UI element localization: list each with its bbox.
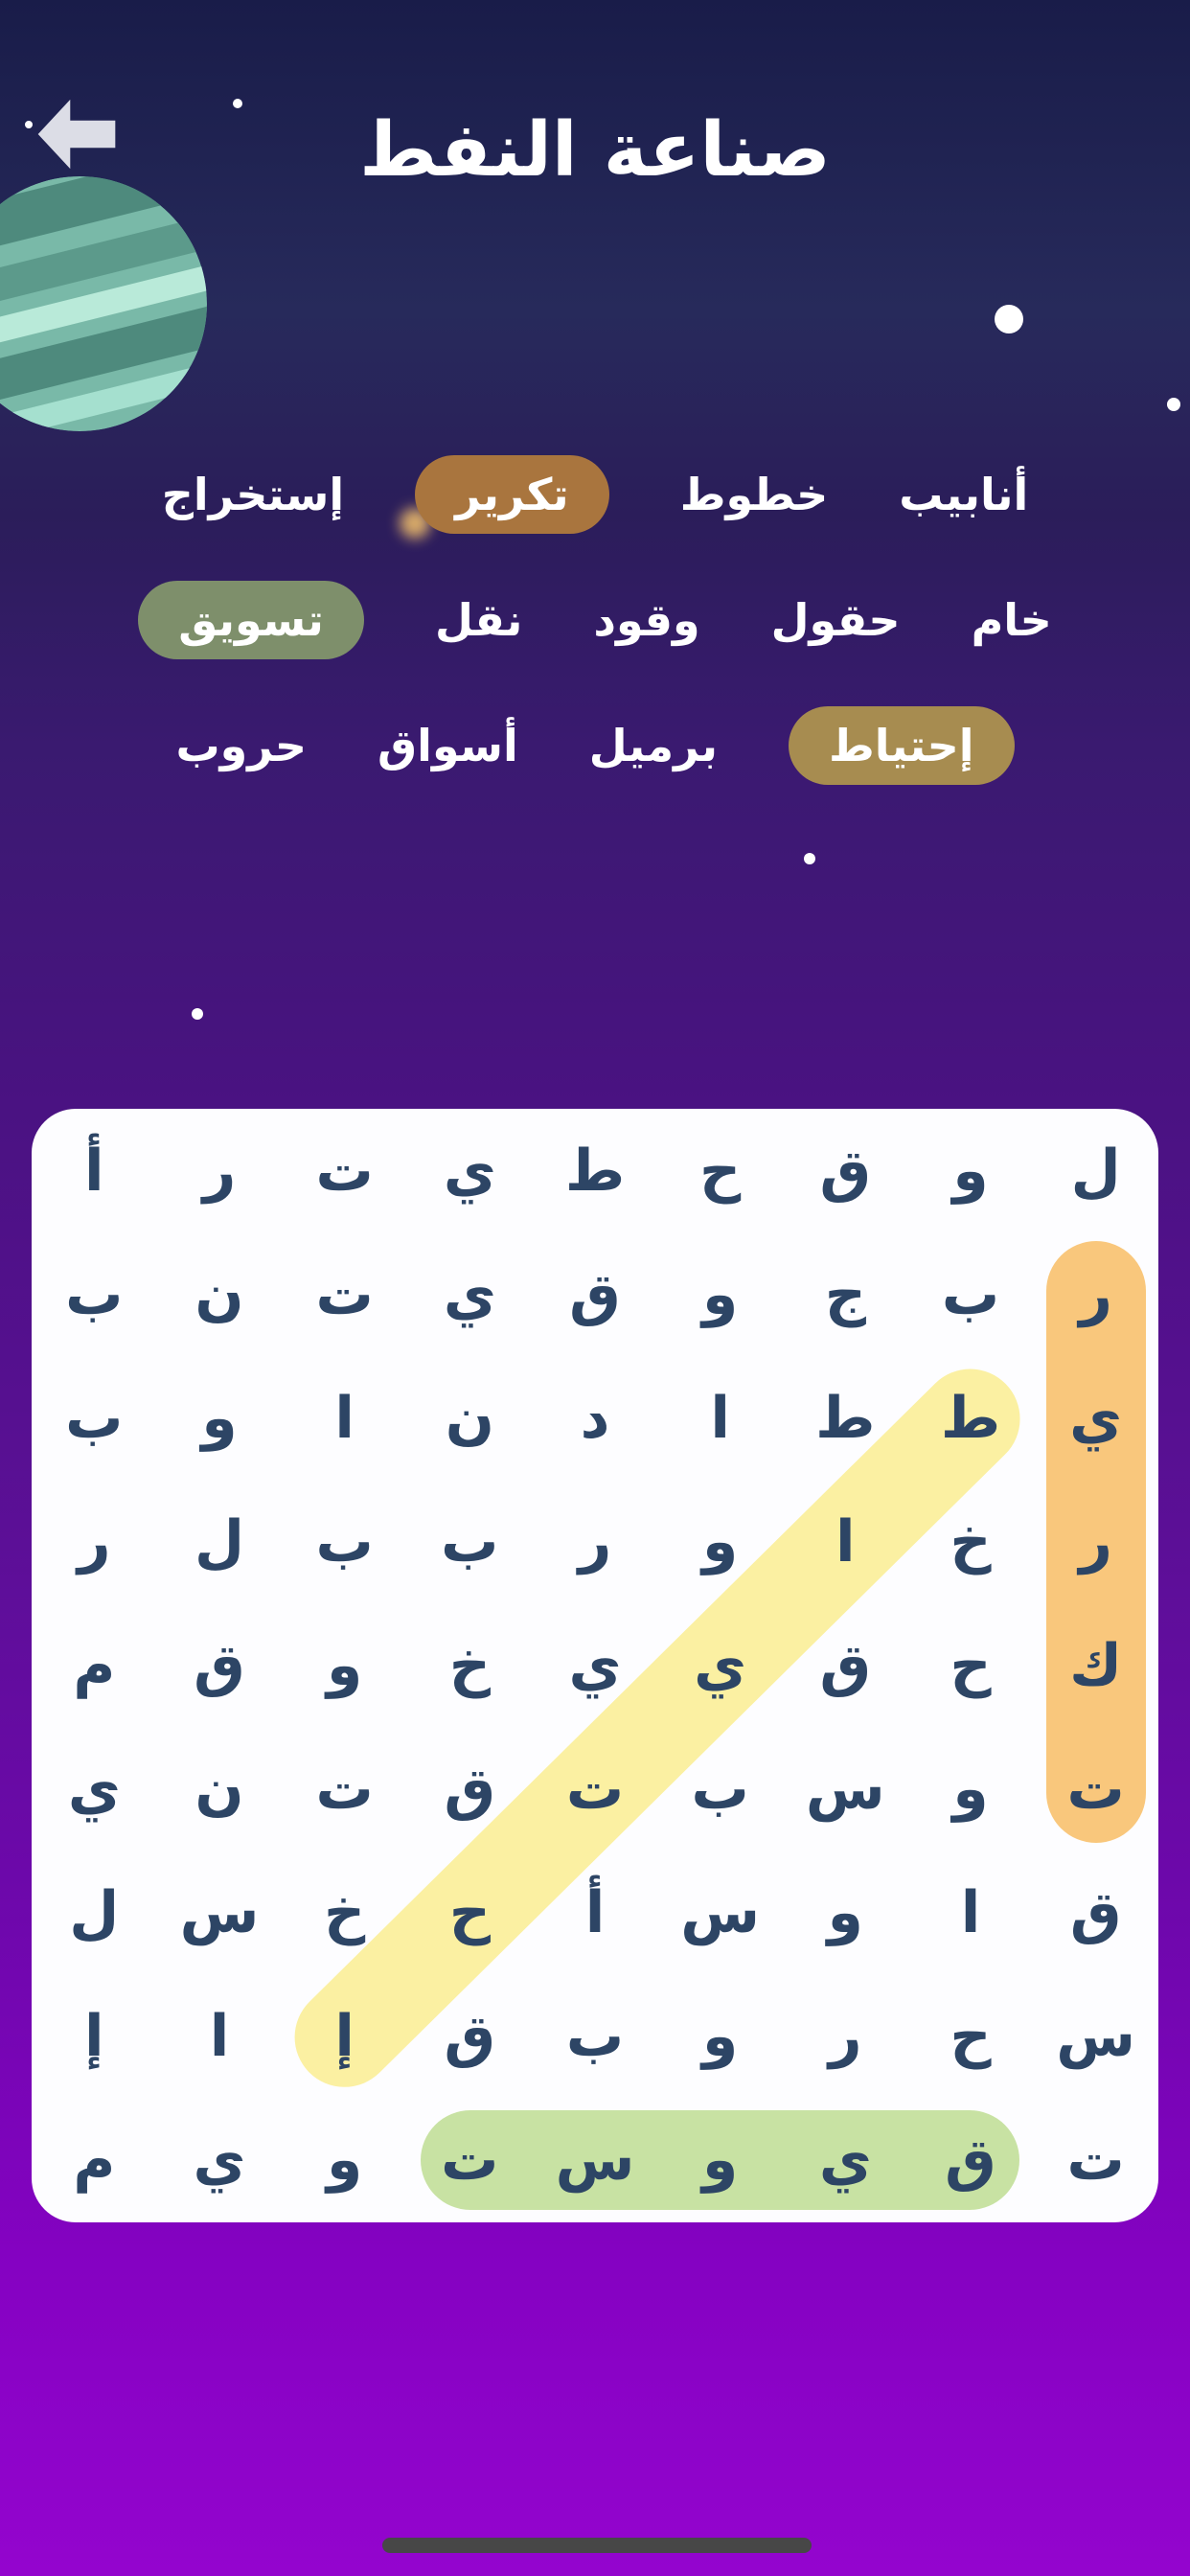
- word-list: [0, 431, 1190, 808]
- word-pending: حقول: [770, 593, 901, 646]
- grid-cell-r5c9[interactable]: ك: [1069, 1631, 1123, 1699]
- home-indicator[interactable]: [382, 2538, 812, 2553]
- grid-cell-r9c8[interactable]: ق: [945, 2127, 996, 2195]
- grid-cell-r9c1[interactable]: م: [73, 2127, 116, 2195]
- grid-cell-r8c4[interactable]: ق: [444, 2003, 496, 2071]
- grid-cell-r8c7[interactable]: ر: [829, 2003, 862, 2071]
- grid-cell-r5c6[interactable]: ي: [694, 1631, 747, 1699]
- star-dot: [192, 1008, 203, 1020]
- grid-cell-r1c2[interactable]: ر: [202, 1137, 237, 1205]
- grid-cell-r6c8[interactable]: و: [952, 1756, 989, 1824]
- grid-cell-r8c6[interactable]: و: [702, 2003, 739, 2071]
- grid-cell-r4c1[interactable]: ر: [78, 1507, 111, 1576]
- grid-cell-r9c4[interactable]: ت: [441, 2127, 499, 2195]
- grid-cell-r3c9[interactable]: ي: [1069, 1384, 1123, 1452]
- grid-cell-r4c7[interactable]: ا: [835, 1507, 856, 1576]
- grid-cell-r3c3[interactable]: ا: [334, 1384, 355, 1452]
- star-dot: [995, 305, 1023, 334]
- grid-cell-r2c1[interactable]: ب: [65, 1260, 124, 1328]
- grid-cell-r1c3[interactable]: ت: [315, 1137, 374, 1205]
- grid-cell-r9c9[interactable]: ت: [1066, 2127, 1125, 2195]
- letter-grid: [32, 1109, 1158, 2222]
- grid-cell-r9c2[interactable]: ي: [193, 2127, 246, 2195]
- grid-cell-r4c2[interactable]: ل: [194, 1507, 245, 1576]
- grid-cell-r3c1[interactable]: ب: [65, 1384, 124, 1452]
- grid-cell-r7c9[interactable]: ق: [1069, 1879, 1122, 1947]
- grid-cell-r4c8[interactable]: خ: [950, 1507, 992, 1576]
- grid-cell-r3c4[interactable]: ن: [445, 1384, 494, 1452]
- grid-cell-r4c5[interactable]: ر: [578, 1507, 612, 1576]
- grid-cell-r2c6[interactable]: و: [702, 1260, 739, 1328]
- grid-cell-r7c6[interactable]: س: [680, 1879, 761, 1947]
- word-found: تكرير: [415, 455, 609, 534]
- word-pending: وقود: [593, 593, 700, 646]
- grid-cell-r7c4[interactable]: ح: [448, 1879, 491, 1947]
- grid-cell-r8c9[interactable]: س: [1056, 2003, 1136, 2071]
- word-row: [0, 557, 1190, 682]
- grid-cell-r4c4[interactable]: ب: [441, 1507, 499, 1576]
- grid-cell-r3c7[interactable]: ط: [815, 1384, 876, 1452]
- planet-graphic: [0, 174, 209, 433]
- grid-cell-r6c4[interactable]: ق: [444, 1756, 496, 1824]
- grid-cell-r5c4[interactable]: خ: [448, 1631, 491, 1699]
- grid-cell-r6c3[interactable]: ت: [315, 1756, 374, 1824]
- grid-cell-r9c6[interactable]: و: [702, 2127, 739, 2195]
- grid-cell-r1c4[interactable]: ي: [443, 1137, 496, 1205]
- grid-cell-r8c3[interactable]: إ: [334, 2003, 355, 2071]
- grid-cell-r4c9[interactable]: ر: [1079, 1507, 1112, 1576]
- grid-cell-r5c7[interactable]: ق: [819, 1631, 872, 1699]
- grid-cell-r5c3[interactable]: و: [327, 1631, 363, 1699]
- word-row: [0, 431, 1190, 557]
- word-pending: خطوط: [679, 468, 829, 520]
- word-pending: أنابيب: [899, 468, 1029, 520]
- grid-cell-r7c8[interactable]: ا: [960, 1879, 981, 1947]
- grid-cell-r9c7[interactable]: ي: [818, 2127, 872, 2195]
- star-dot: [1167, 398, 1180, 411]
- grid-cell-r1c5[interactable]: ط: [564, 1137, 626, 1205]
- grid-cell-r2c9[interactable]: ر: [1079, 1260, 1112, 1328]
- grid-cell-r3c5[interactable]: د: [580, 1384, 610, 1452]
- grid-cell-r8c5[interactable]: ب: [565, 2003, 625, 2071]
- grid-cell-r9c5[interactable]: س: [555, 2127, 635, 2195]
- grid-cell-r1c1[interactable]: أ: [84, 1137, 104, 1205]
- word-pending: برميل: [588, 719, 719, 771]
- grid-cell-r2c7[interactable]: ج: [824, 1260, 866, 1328]
- grid-cell-r1c6[interactable]: ح: [699, 1137, 742, 1205]
- star-dot: [804, 853, 815, 864]
- grid-cell-r8c1[interactable]: إ: [84, 2003, 104, 2071]
- page-title: صناعة النفط: [359, 107, 831, 194]
- grid-cell-r3c6[interactable]: ا: [710, 1384, 730, 1452]
- grid-cell-r2c5[interactable]: ق: [569, 1260, 621, 1328]
- word-found: تسويق: [138, 581, 364, 659]
- grid-cell-r8c8[interactable]: ح: [950, 2003, 992, 2071]
- word-row: [0, 682, 1190, 808]
- word-pending: نقل: [434, 593, 523, 646]
- word-found: إحتياط: [789, 706, 1015, 785]
- grid-cell-r8c2[interactable]: ا: [209, 2003, 230, 2071]
- grid-cell-r5c2[interactable]: ق: [194, 1631, 245, 1699]
- grid-cell-r6c9[interactable]: ت: [1066, 1756, 1125, 1824]
- word-pending: إستخراج: [161, 468, 345, 520]
- grid-cell-r7c7[interactable]: و: [827, 1879, 863, 1947]
- grid-cell-r9c3[interactable]: و: [327, 2127, 363, 2195]
- grid-cell-r6c2[interactable]: ن: [195, 1756, 244, 1824]
- grid-cell-r1c7[interactable]: ق: [819, 1137, 872, 1205]
- grid-cell-r6c7[interactable]: س: [805, 1756, 885, 1824]
- word-pending: حروب: [175, 719, 308, 771]
- grid-cell-r3c8[interactable]: ط: [940, 1384, 1001, 1452]
- word-pending: خام: [971, 593, 1052, 646]
- grid-cell-r5c8[interactable]: ح: [950, 1631, 992, 1699]
- grid-cell-r5c5[interactable]: ي: [568, 1631, 622, 1699]
- grid-cell-r5c1[interactable]: م: [73, 1631, 116, 1699]
- grid-cell-r6c6[interactable]: ب: [691, 1756, 749, 1824]
- grid-cell-r4c3[interactable]: ب: [315, 1507, 374, 1576]
- grid-cell-r2c3[interactable]: ت: [315, 1260, 374, 1328]
- grid-cell-r7c2[interactable]: س: [179, 1879, 260, 1947]
- grid-cell-r7c5[interactable]: أ: [584, 1879, 606, 1947]
- grid-cell-r3c2[interactable]: و: [201, 1384, 238, 1452]
- grid-cell-r2c8[interactable]: ب: [941, 1260, 1000, 1328]
- word-pending: أسواق: [378, 719, 518, 771]
- grid-cell-r6c1[interactable]: ي: [67, 1756, 121, 1824]
- grid-cell-r1c9[interactable]: ل: [1070, 1137, 1121, 1205]
- grid-cell-r2c4[interactable]: ي: [443, 1260, 496, 1328]
- grid-cell-r7c1[interactable]: ل: [69, 1879, 120, 1947]
- grid-cell-r4c6[interactable]: و: [702, 1507, 739, 1576]
- grid-cell-r6c5[interactable]: ت: [565, 1756, 625, 1824]
- grid-cell-r2c2[interactable]: ن: [195, 1260, 244, 1328]
- grid-cell-r7c3[interactable]: خ: [324, 1879, 366, 1947]
- grid-cell-r1c8[interactable]: و: [952, 1137, 989, 1205]
- puzzle-card: [32, 1109, 1158, 2222]
